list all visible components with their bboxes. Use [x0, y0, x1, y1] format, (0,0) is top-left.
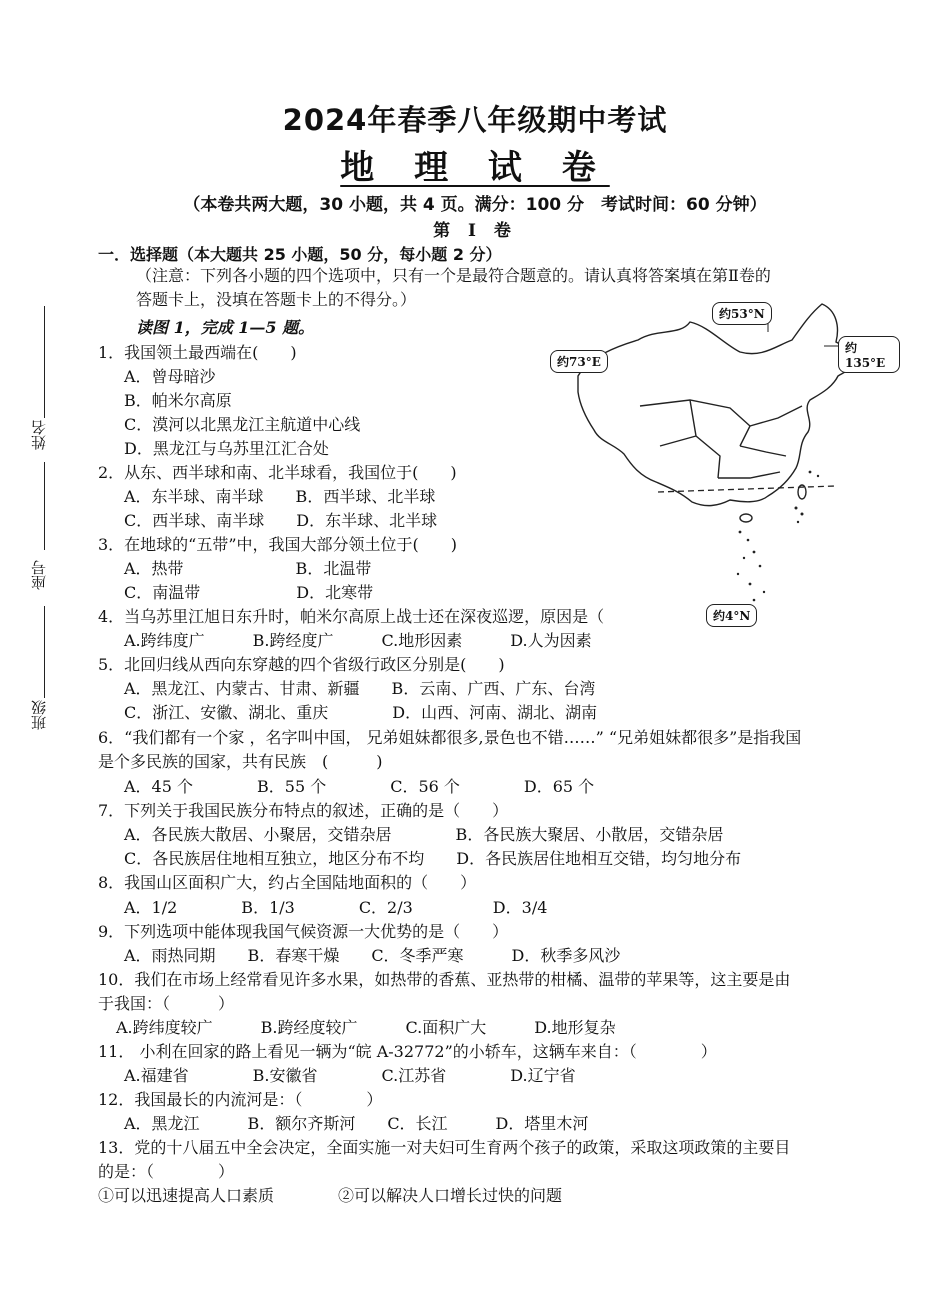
subject-title-text: 地 理 试 卷: [340, 148, 610, 188]
question-7: 7．下列关于我国民族分布特点的叙述，正确的是（ ）: [98, 801, 509, 820]
class-label: 班级: [30, 700, 48, 730]
q13-statements: ①可以迅速提高人口素质 ②可以解决人口增长过快的问题: [98, 1186, 563, 1205]
question-8: 8．我国山区面积广大，约占全国陆地面积的（ ）: [98, 873, 477, 892]
question-10-line-1: 10．我们在市场上经常看见许多水果，如热带的香蕉、亚热带的柑橘、温带的苹果等，这主要是由: [98, 970, 791, 989]
read-instruction: 读图 1，完成 1—5 题。: [136, 318, 315, 337]
question-12: 12．我国最长的内流河是：（ ）: [98, 1090, 383, 1109]
q2-options-ab: A．东半球、南半球 B．西半球、北半球: [124, 487, 436, 506]
question-6-line-1: 6．“我们都有一个家 ，名字叫中国， 兄弟姐妹都很多,景色也不错……” “兄弟姐妹都很多”是指我国: [98, 728, 802, 747]
question-10-line-2: 于我国：（ ）: [98, 994, 235, 1013]
q7-options-cd: C．各民族居住地相互独立，地区分布不均 D．各民族居住地相互交错，均匀地分布: [124, 849, 742, 868]
q3-options-cd: C．南温带 D．北寒带: [124, 583, 374, 602]
question-5: 5．北回归线从西向东穿越的四个省级行政区分别是( ): [98, 655, 505, 674]
question-1: 1．我国领土最西端在( ): [98, 343, 297, 362]
q9-options: A．雨热同期 B．春寒干燥 C．冬季严寒 D．秋季多风沙: [124, 946, 621, 965]
q5-options-cd: C．浙江、安徽、湖北、重庆 D．山西、河南、湖北、湖南: [124, 703, 598, 722]
question-9: 9．下列选项中能体现我国气候资源一大优势的是（ ）: [98, 922, 509, 941]
seat-line: [44, 462, 45, 550]
q11-options: A.福建省 B.安徽省 C.江苏省 D.辽宁省: [124, 1066, 576, 1085]
q2-options-cd: C．西半球、南半球 D．东半球、北半球: [124, 511, 438, 530]
q1-option-d: D．黑龙江与乌苏里江汇合处: [124, 439, 329, 458]
q6-options: A．45 个 B．55 个 C．56 个 D．65 个: [124, 777, 595, 796]
exam-title: 2024年春季八年级期中考试: [282, 103, 668, 137]
q1-option-b: B．帕米尔高原: [124, 391, 232, 410]
q12-options: A．黑龙江 B．额尔齐斯河 C．长江 D．塔里木河: [124, 1114, 589, 1133]
question-11: 11． 小利在回家的路上看见一辆为“皖 A-32772”的小轿车，这辆车来自：（ ）: [98, 1042, 717, 1061]
map-label-west: 约73°E: [550, 350, 608, 373]
q4-options: A.跨纬度广 B.跨经度广 C.地形因素 D.人为因素: [124, 631, 592, 650]
exam-info: （本卷共两大题，30 小题，共 4 页。满分：100 分 考试时间：60 分钟）: [183, 195, 767, 215]
map-label-south: 约4°N: [706, 604, 757, 627]
q3-options-ab: A．热带 B．北温带: [124, 559, 372, 578]
section-heading: 一．选择题（本大题共 25 小题，50 分，每小题 2 分）: [98, 245, 502, 264]
q5-options-ab: A．黑龙江、内蒙古、甘肃、新疆 B．云南、广西、广东、台湾: [124, 679, 596, 698]
map-label-north: 约53°N: [712, 302, 772, 325]
q8-options: A．1/2 B．1/3 C．2/3 D．3/4: [124, 898, 548, 917]
map-label-east: 约135°E: [838, 336, 900, 373]
seat-label: 座号: [30, 560, 48, 590]
question-3: 3．在地球的“五带”中，我国大部分领土位于( ): [98, 535, 458, 554]
q10-options: A.跨纬度较广 B.跨经度较广 C.面积广大 D.地形复杂: [116, 1018, 616, 1037]
question-13-line-1: 13．党的十八届五中全会决定，全面实施一对夫妇可生育两个孩子的政策，采取这项政策的主要目: [98, 1138, 791, 1157]
name-line: [44, 306, 45, 418]
subject-title: [0, 140, 950, 189]
class-line: [44, 606, 45, 698]
question-13-line-2: 的是：（ ）: [98, 1162, 235, 1181]
question-6-line-2: 是个多民族的国家，共有民族 ( ): [98, 752, 383, 771]
q1-option-c: C．漠河以北黑龙江主航道中心线: [124, 415, 361, 434]
question-2: 2．从东、西半球和南、北半球看，我国位于( ): [98, 463, 457, 482]
note-line-1: （注意：下列各小题的四个选项中，只有一个是最符合题意的。请认真将答案填在第Ⅱ卷的: [136, 266, 771, 285]
note-line-2: 答题卡上，没填在答题卡上的不得分。）: [136, 290, 417, 309]
q1-option-a: A．曾母暗沙: [124, 367, 216, 386]
name-label: 姓名: [30, 420, 48, 450]
volume-label: 第 Ⅰ 卷: [433, 221, 517, 241]
china-map-figure: [540, 296, 900, 632]
question-4: 4．当乌苏里江旭日东升时，帕米尔高原上战士还在深夜巡逻，原因是（: [98, 607, 605, 626]
q7-options-ab: A．各民族大散居、小聚居，交错杂居 B．各民族大聚居、小散居，交错杂居: [124, 825, 724, 844]
